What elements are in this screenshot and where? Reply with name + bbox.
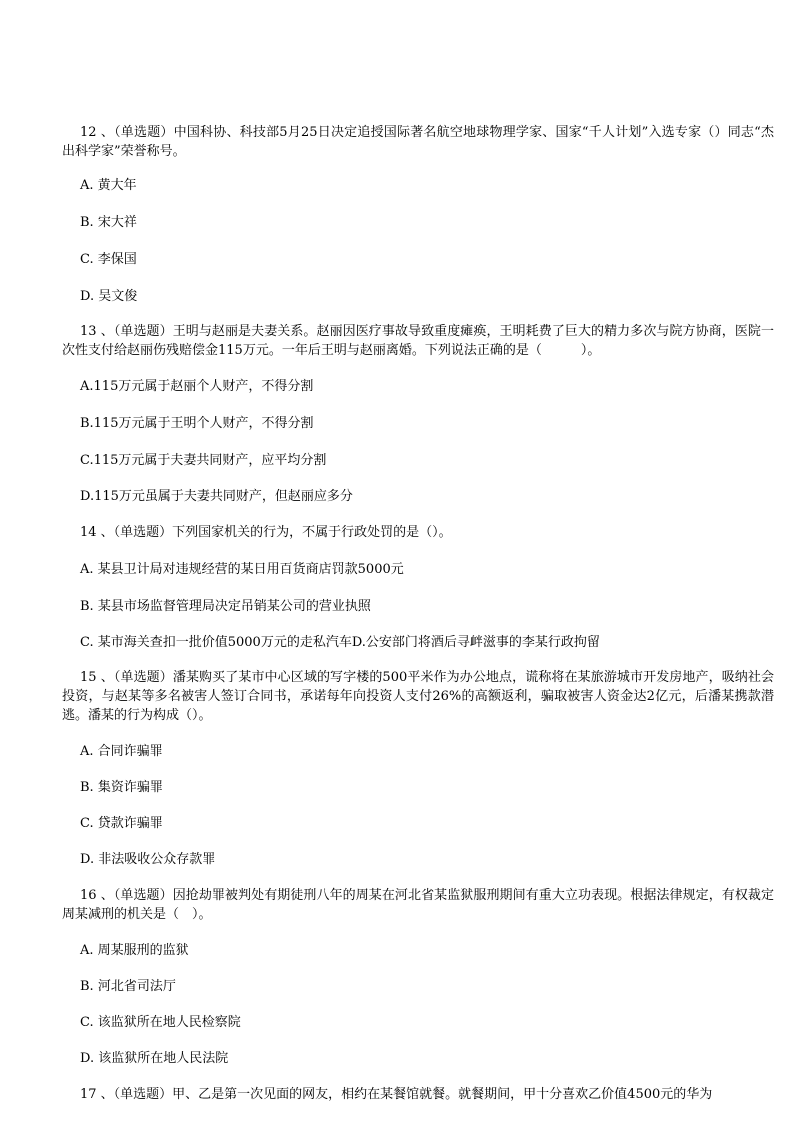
question-16-option-b: B. 河北省司法厅 — [80, 979, 176, 994]
question-13-option-d: D.115万元虽属于夫妻共同财产，但赵丽应多分 — [80, 489, 353, 504]
question-16-option-a: A. 周某服刑的监狱 — [80, 943, 189, 958]
question-15-option-a: A. 合同诈骗罪 — [80, 744, 163, 759]
question-16-option-c: C. 该监狱所在地人民检察院 — [80, 1015, 241, 1030]
question-14-option-c: C. 某市海关查扣一批价值5000万元的走私汽车D.公安部门将酒后寻衅滋事的李某行政拘留 — [80, 635, 600, 650]
question-16-stem: 16 、（单选题）因抢劫罪被判处有期徒刑八年的周某在河北省某监狱服刑期间有重大立功表现。根据法律规定，有权裁定周某减刑的机关是（ ）。 — [62, 888, 774, 922]
question-12-option-d: D. 吴文俊 — [80, 289, 138, 304]
question-12-option-c: C. 李保国 — [80, 252, 137, 267]
question-16-option-d: D. 该监狱所在地人民法院 — [80, 1051, 229, 1066]
question-14-stem: 14 、（单选题）下列国家机关的行为，不属于行政处罚的是（）。 — [80, 525, 452, 540]
question-15-option-d: D. 非法吸收公众存款罪 — [80, 852, 216, 867]
question-12-option-a: A. 黄大年 — [80, 178, 137, 193]
question-17-stem: 17 、（单选题）甲、乙是第一次见面的网友，相约在某餐馆就餐。就餐期间，甲十分喜欢乙价值4500元的华为 — [80, 1087, 713, 1102]
question-15-stem: 15 、（单选题）潘某购买了某市中心区域的写字楼的500平米作为办公地点，谎称将在某旅游城市开发房地产，吸纳社会投资，与赵某等多名被害人签订合同书，承诺每年向投资人支付26%的高额返利，骗取被害人资金达2亿元，后潘某携款潜逃。潘某的行为构成（）。 — [62, 670, 774, 723]
question-12-option-b: B. 宋大祥 — [80, 215, 137, 230]
question-13-stem: 13 、（单选题）王明与赵丽是夫妻关系。赵丽因医疗事故导致重度瘫痪，王明耗费了巨大的精力多次与院方协商，医院一次性支付给赵丽伤残赔偿金115万元。一年后王明与赵丽离婚。下列说法正确的是（ ）。 — [62, 324, 774, 358]
question-13-option-a: A.115万元属于赵丽个人财产，不得分割 — [80, 379, 314, 394]
question-14-option-a: A. 某县卫计局对违规经营的某日用百货商店罚款5000元 — [80, 562, 404, 577]
question-13-option-c: C.115万元属于夫妻共同财产，应平均分割 — [80, 453, 327, 468]
question-12-stem: 12 、（单选题）中国科协、科技部5月25日决定追授国际著名航空地球物理学家、国家“千人计划”入选专家（）同志“杰出科学家”荣誉称号。 — [62, 125, 774, 159]
question-15-option-c: C. 贷款诈骗罪 — [80, 816, 163, 831]
question-15-option-b: B. 集资诈骗罪 — [80, 780, 163, 795]
question-13-option-b: B.115万元属于王明个人财产，不得分割 — [80, 416, 314, 431]
question-14-option-b: B. 某县市场监督管理局决定吊销某公司的营业执照 — [80, 599, 371, 614]
